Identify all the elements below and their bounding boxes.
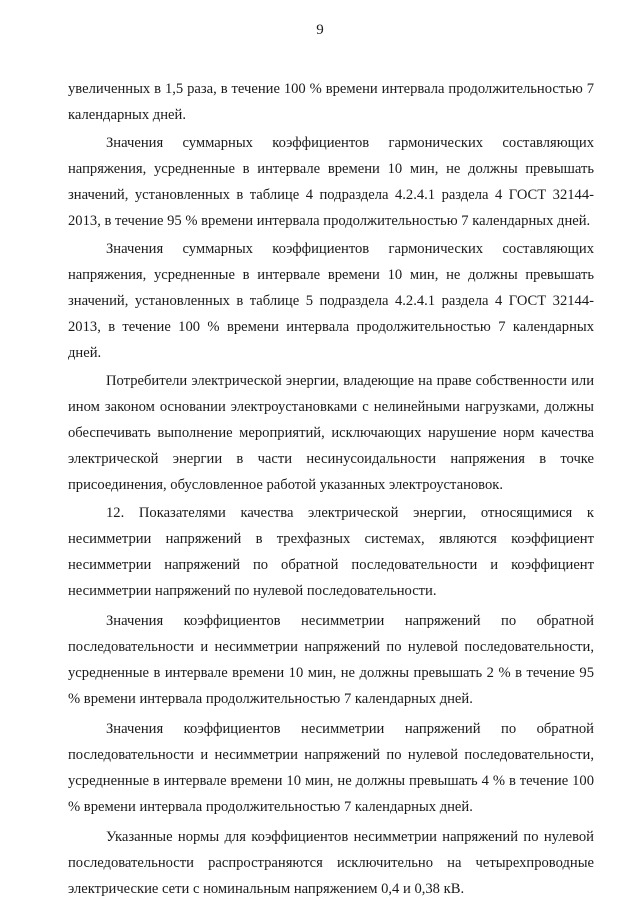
paragraph-item-12: 12. Показателями качества электрической энергии, относящимися к несимметрии напряжений в трехфазных системах, являются коэффициент несимметрии напряжений по обратной последовательности и коэффициент несимметрии напряжений по нулевой последовательности. (68, 505, 594, 599)
paragraph-nonlinear-consumers: Потребители электрической энергии, владеющие на праве собственности или ином законом основании электроустановками с нелинейными нагрузками, должны обеспечивать выполнение мероприятий, исключающих нарушение норм качества электрической энергии в части несинусоидальности напряжения в точке присоединения, обусловленное работой указанных электроустановок. (68, 373, 594, 493)
paragraph-unbalance-100: Значения коэффициентов несимметрии напряжений по обратной последовательности и несимметрии напряжений по нулевой последовательности, усредненные в интервале времени 10 мин, не должны превышать 4 % в течение 100 % времени интервала продолжительностью 7 календарных дней. (68, 721, 594, 815)
paragraph-zero-sequence-scope: Указанные нормы для коэффициентов несимметрии напряжений по нулевой последовательности распространяются исключительно на четырехпроводные электрические сети с номинальным напряжением 0,4 и 0,38 кВ. (68, 829, 594, 897)
paragraph-harmonics-100: Значения суммарных коэффициентов гармонических составляющих напряжения, усредненные в интервале времени 10 мин, не должны превышать значений, установленных в таблице 5 подраздела 4.2.4.1 раздела 4 ГОСТ 32144-2013, в течение 100 % времени интервала продолжительностью 7 календарных дней. (68, 241, 594, 361)
document-body (68, 76, 594, 902)
paragraph-harmonics-95: Значения суммарных коэффициентов гармонических составляющих напряжения, усредненные в интервале времени 10 мин, не должны превышать значений, установленных в таблице 4 подраздела 4.2.4.1 раздела 4 ГОСТ 32144-2013, в течение 95 % времени интервала продолжительностью 7 календарных дней. (68, 135, 594, 229)
paragraph-unbalance-95: Значения коэффициентов несимметрии напряжений по обратной последовательности и несимметрии напряжений по нулевой последовательности, усредненные в интервале времени 10 мин, не должны превышать 2 % в течение 95 % времени интервала продолжительностью 7 календарных дней. (68, 613, 594, 707)
paragraph-continuation: увеличенных в 1,5 раза, в течение 100 % времени интервала продолжительностью 7 календарных дней. (68, 81, 594, 123)
page-number: 9 (316, 22, 324, 38)
